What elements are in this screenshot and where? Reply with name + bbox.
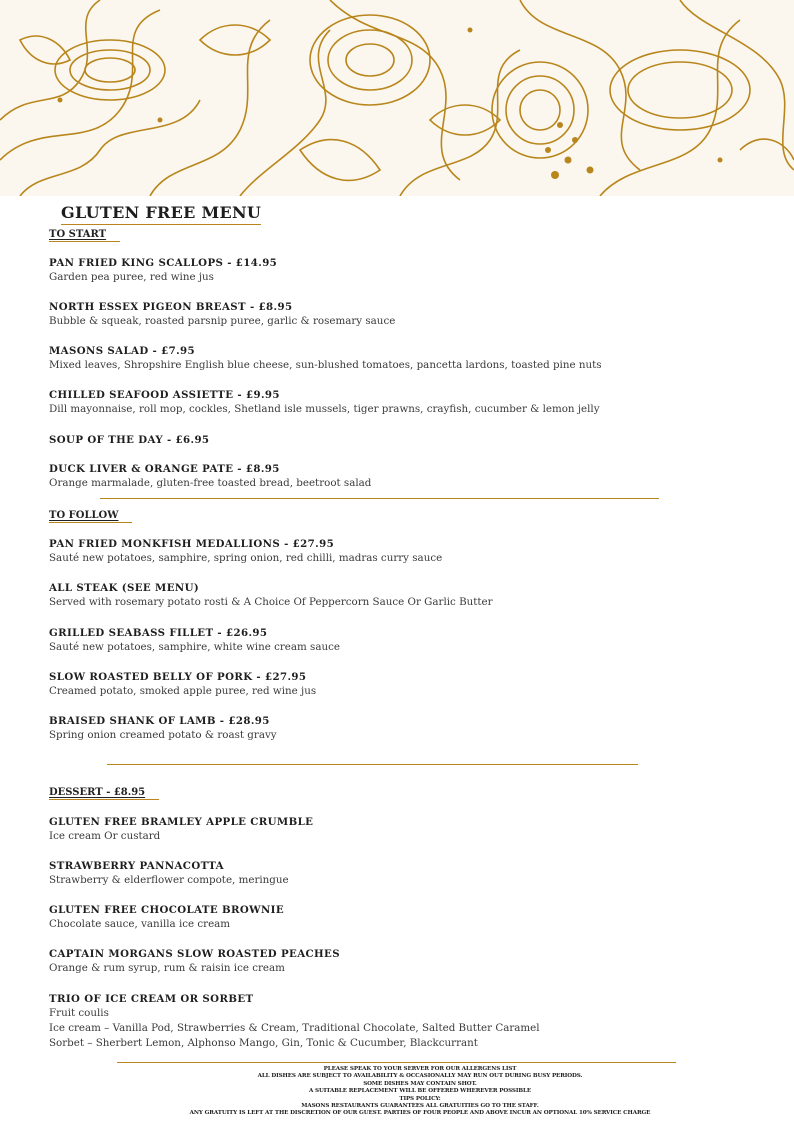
page-title: GLUTEN FREE MENU <box>61 203 261 225</box>
item-description: Sauté new potatoes, samphire, spring onion, red chilli, madras curry sauce <box>49 552 443 564</box>
item-description-ice-cream: Ice cream – Vanilla Pod, Strawberries & Cream, Traditional Chocolate, Salted Butter Caramel <box>49 1022 540 1034</box>
footer-line: TIPS POLICY: <box>399 1095 441 1102</box>
footer-notice <box>120 1066 720 1118</box>
section-heading-dessert: DESSERT - £8.95 <box>49 786 159 800</box>
item-name: TRIO OF ICE CREAM OR SORBET <box>49 993 254 1005</box>
item-name: PAN FRIED MONKFISH MEDALLIONS - £27.95 <box>49 538 335 550</box>
item-description-sorbet: Sorbet – Sherbert Lemon, Alphonso Mango, Gin, Tonic & Cucumber, Blackcurrant <box>49 1037 478 1049</box>
item-name: PAN FRIED KING SCALLOPS - £14.95 <box>49 257 278 269</box>
menu-item <box>49 345 749 373</box>
menu-item <box>49 463 749 491</box>
menu-item <box>49 904 749 932</box>
item-description: Sauté new potatoes, samphire, white wine cream sauce <box>49 641 340 653</box>
item-name: GLUTEN FREE BRAMLEY APPLE CRUMBLE <box>49 816 314 828</box>
item-description: Strawberry & elderflower compote, meringue <box>49 874 289 886</box>
paisley-ornament-icon <box>0 0 794 196</box>
menu-item <box>49 993 749 1051</box>
menu-item <box>49 627 749 655</box>
menu-item <box>49 860 749 888</box>
footer-line: PLEASE SPEAK TO YOUR SERVER FOR OUR ALLERGENS LIST <box>323 1066 517 1072</box>
item-name: GRILLED SEABASS FILLET - £26.95 <box>49 627 268 639</box>
footer-line: ANY GRATUITY IS LEFT AT THE DISCRETION OF OUR GUEST. PARTIES OF FOUR PEOPLE AND ABOVE INCUR AN OPTIONAL 10% SERVICE CHARGE <box>189 1110 651 1117</box>
item-description: Fruit coulis <box>49 1007 109 1019</box>
section-heading-to-follow: TO FOLLOW <box>49 509 132 523</box>
item-name: MASONS SALAD - £7.95 <box>49 345 196 357</box>
footer-line: SOME DISHES MAY CONTAIN SHOT. <box>363 1080 477 1087</box>
section-heading-to-start: TO START <box>49 228 120 242</box>
item-name: SOUP OF THE DAY - £6.95 <box>49 434 210 446</box>
item-description: Bubble & squeak, roasted parsnip puree, garlic & rosemary sauce <box>49 315 396 327</box>
footer-line: A SUITABLE REPLACEMENT WILL BE OFFERED WHEREVER POSSIBLE <box>308 1088 532 1095</box>
item-name: ALL STEAK (SEE MENU) <box>49 582 200 594</box>
item-name: DUCK LIVER & ORANGE PATE - £8.95 <box>49 463 280 475</box>
item-description: Orange & rum syrup, rum & raisin ice cream <box>49 962 285 974</box>
menu-item <box>49 434 749 447</box>
item-name: STRAWBERRY PANNACOTTA <box>49 860 224 872</box>
item-name: CHILLED SEAFOOD ASSIETTE - £9.95 <box>49 389 280 401</box>
item-description: Dill mayonnaise, roll mop, cockles, Shetland isle mussels, tiger prawns, crayfish, cucumber & lemon jelly <box>49 403 600 415</box>
section-divider <box>100 498 659 499</box>
item-description: Orange marmalade, gluten-free toasted bread, beetroot salad <box>49 477 372 489</box>
item-description: Creamed potato, smoked apple puree, red wine jus <box>49 685 317 697</box>
footer-divider <box>117 1062 676 1063</box>
item-name: BRAISED SHANK OF LAMB - £28.95 <box>49 715 270 727</box>
item-name: SLOW ROASTED BELLY OF PORK - £27.95 <box>49 671 307 683</box>
item-description: Spring onion creamed potato & roast gravy <box>49 729 277 741</box>
item-name: CAPTAIN MORGANS SLOW ROASTED PEACHES <box>49 948 340 960</box>
item-name: GLUTEN FREE CHOCOLATE BROWNIE <box>49 904 284 916</box>
menu-item <box>49 301 749 329</box>
menu-item <box>49 671 749 699</box>
item-description: Garden pea puree, red wine jus <box>49 271 214 283</box>
menu-item <box>49 257 749 285</box>
item-description: Served with rosemary potato rosti & A Choice Of Peppercorn Sauce Or Garlic Butter <box>49 596 493 608</box>
section-divider <box>107 764 638 765</box>
menu-item <box>49 582 749 610</box>
paisley-ornament-banner <box>0 0 794 196</box>
footer-line: MASONS RESTAURANTS GUARANTEES ALL GRATUITIES GO TO THE STAFF. <box>301 1103 539 1110</box>
item-description: Ice cream Or custard <box>49 830 161 842</box>
menu-item <box>49 816 749 844</box>
item-description: Chocolate sauce, vanilla ice cream <box>49 918 231 930</box>
menu-item <box>49 389 749 417</box>
menu-item <box>49 715 749 743</box>
footer-line: ALL DISHES ARE SUBJECT TO AVAILABILITY & OCCASIONALLY MAY RUN OUT DURING BUSY PERIODS. <box>257 1073 583 1080</box>
menu-item <box>49 538 749 566</box>
item-description: Mixed leaves, Shropshire English blue cheese, sun-blushed tomatoes, pancetta lardons, toasted pine nuts <box>49 359 602 371</box>
menu-item <box>49 948 749 976</box>
item-name: NORTH ESSEX PIGEON BREAST - £8.95 <box>49 301 293 313</box>
